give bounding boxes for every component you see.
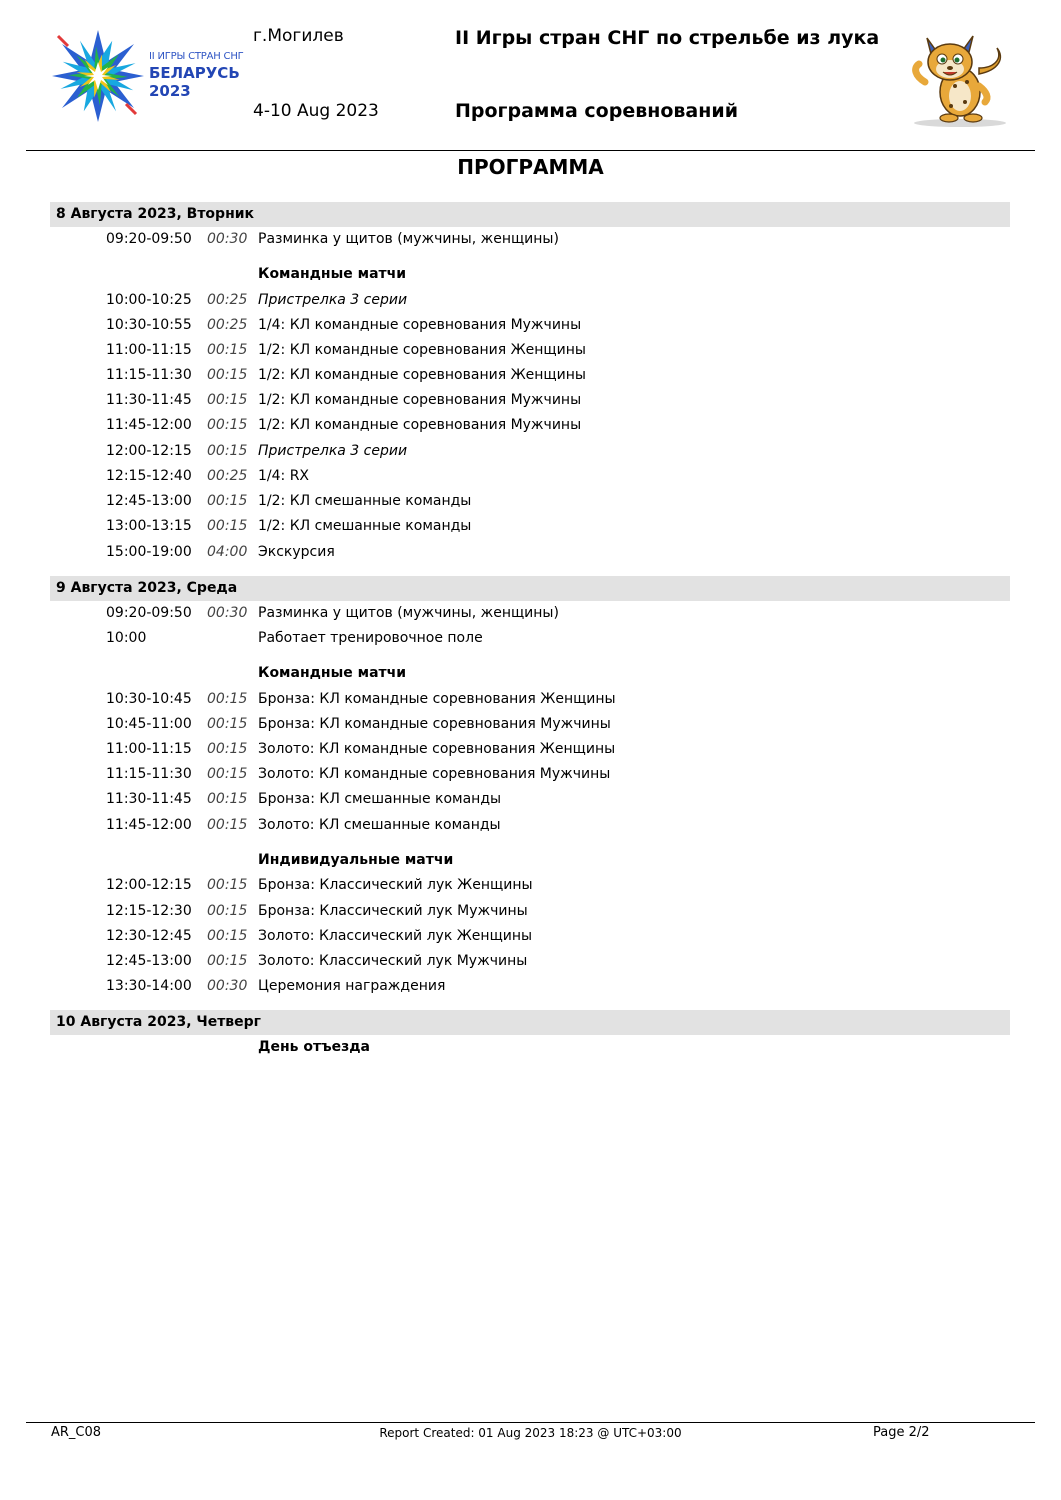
row-duration: 00:25 [207, 317, 248, 333]
schedule-row [0, 762, 1061, 787]
schedule-row [0, 227, 1061, 252]
logo-country: БЕЛАРУСЬ [149, 64, 240, 82]
row-time: 09:20-09:50 [106, 231, 192, 247]
schedule-row [0, 363, 1061, 388]
row-duration: 00:30 [207, 978, 248, 994]
day-header: 10 Августа 2023, Четверг [50, 1010, 1010, 1035]
row-event: 1/4: RX [258, 468, 310, 484]
schedule-row [0, 540, 1061, 565]
row-time: 12:45-13:00 [106, 493, 192, 509]
row-event: Экскурсия [258, 544, 335, 560]
page-number: Page 2/2 [873, 1425, 930, 1440]
schedule-row [0, 439, 1061, 464]
section-subheading: День отъезда [258, 1039, 370, 1055]
event-city: г.Могилев [253, 26, 344, 46]
row-time: 11:00-11:15 [106, 741, 192, 757]
day-header: 8 Августа 2023, Вторник [50, 202, 1010, 227]
row-duration: 00:15 [207, 741, 248, 757]
schedule-row [0, 626, 1061, 651]
schedule-row [0, 489, 1061, 514]
row-event: Золото: КЛ смешанные команды [258, 817, 501, 833]
row-event: 1/2: КЛ командные соревнования Женщины [258, 342, 586, 358]
row-duration: 00:15 [207, 342, 248, 358]
schedule-row [0, 313, 1061, 338]
row-duration: 00:15 [207, 417, 248, 433]
schedule-row [0, 924, 1061, 949]
row-event: Золото: Классический лук Женщины [258, 928, 533, 944]
row-time: 12:45-13:00 [106, 953, 192, 969]
row-event: Золото: КЛ командные соревнования Мужчины [258, 766, 611, 782]
row-time: 13:30-14:00 [106, 978, 192, 994]
row-duration: 00:15 [207, 518, 248, 534]
row-time: 13:00-13:15 [106, 518, 192, 534]
row-duration: 00:25 [207, 468, 248, 484]
lynx-mascot-image [905, 22, 1015, 130]
row-time: 10:30-10:45 [106, 691, 192, 707]
schedule-row [0, 514, 1061, 539]
section-subheading: Командные матчи [258, 266, 407, 282]
row-event: Разминка у щитов (мужчины, женщины) [258, 605, 559, 621]
row-event: Церемония награждения [258, 978, 446, 994]
event-dates: 4-10 Aug 2023 [253, 101, 379, 121]
row-event: 1/2: КЛ смешанные команды [258, 493, 472, 509]
row-duration: 00:15 [207, 443, 248, 459]
row-event: Бронза: КЛ смешанные команды [258, 791, 502, 807]
row-time: 12:15-12:30 [106, 903, 192, 919]
row-event: Пристрелка 3 серии [258, 292, 408, 308]
row-duration: 00:15 [207, 928, 248, 944]
schedule-row [0, 873, 1061, 898]
schedule-row [0, 712, 1061, 737]
section-subheading: Индивидуальные матчи [258, 852, 454, 868]
row-time: 12:00-12:15 [106, 443, 192, 459]
row-event: 1/2: КЛ смешанные команды [258, 518, 472, 534]
row-time: 11:30-11:45 [106, 392, 192, 408]
schedule-row [0, 288, 1061, 313]
row-time: 10:45-11:00 [106, 716, 192, 732]
row-duration: 00:15 [207, 953, 248, 969]
row-event: 1/2: КЛ командные соревнования Мужчины [258, 417, 582, 433]
event-title: II Игры стран СНГ по стрельбе из лука [455, 27, 880, 49]
row-duration: 00:25 [207, 292, 248, 308]
schedule-row [0, 787, 1061, 812]
schedule-row [0, 338, 1061, 363]
row-duration: 00:15 [207, 791, 248, 807]
row-time: 11:15-11:30 [106, 367, 192, 383]
row-event: Разминка у щитов (мужчины, женщины) [258, 231, 559, 247]
row-time: 12:00-12:15 [106, 877, 192, 893]
footer-divider [26, 1422, 1035, 1423]
section-subheading: Командные матчи [258, 665, 407, 681]
row-time: 11:30-11:45 [106, 791, 192, 807]
row-event: 1/4: КЛ командные соревнования Мужчины [258, 317, 582, 333]
row-event: Бронза: КЛ командные соревнования Женщины [258, 691, 616, 707]
schedule-row [0, 388, 1061, 413]
row-duration: 00:30 [207, 605, 248, 621]
report-created: Report Created: 01 Aug 2023 18:23 @ UTC+03:00 [379, 1426, 682, 1440]
row-duration: 00:15 [207, 766, 248, 782]
event-subtitle: Программа соревнований [455, 100, 739, 122]
row-event: Золото: Классический лук Мужчины [258, 953, 528, 969]
row-time: 15:00-19:00 [106, 544, 192, 560]
row-duration: 00:15 [207, 367, 248, 383]
row-event: Работает тренировочное поле [258, 630, 483, 646]
row-duration: 00:15 [207, 716, 248, 732]
row-event: Бронза: КЛ командные соревнования Мужчины [258, 716, 611, 732]
header-divider [26, 150, 1035, 151]
schedule-row [0, 464, 1061, 489]
row-time: 12:15-12:40 [106, 468, 192, 484]
row-event: Бронза: Классический лук Женщины [258, 877, 533, 893]
row-duration: 00:15 [207, 392, 248, 408]
logo-caption: II ИГРЫ СТРАН СНГ [149, 51, 244, 62]
schedule-row [0, 813, 1061, 838]
row-event: 1/2: КЛ командные соревнования Мужчины [258, 392, 582, 408]
schedule-row [0, 949, 1061, 974]
schedule-row [0, 974, 1061, 999]
report-code: AR_C08 [51, 1425, 102, 1440]
row-duration: 00:15 [207, 903, 248, 919]
row-event: Пристрелка 3 серии [258, 443, 408, 459]
row-time: 12:30-12:45 [106, 928, 192, 944]
row-time: 10:30-10:55 [106, 317, 192, 333]
row-duration: 04:00 [207, 544, 248, 560]
row-time: 10:00 [106, 630, 147, 646]
row-time: 10:00-10:25 [106, 292, 192, 308]
day-header: 9 Августа 2023, Среда [50, 576, 1010, 601]
schedule-row [0, 413, 1061, 438]
row-time: 11:45-12:00 [106, 817, 192, 833]
row-duration: 00:15 [207, 817, 248, 833]
row-time: 11:45-12:00 [106, 417, 192, 433]
schedule-row [0, 601, 1061, 626]
row-duration: 00:15 [207, 493, 248, 509]
row-event: Золото: КЛ командные соревнования Женщины [258, 741, 616, 757]
row-duration: 00:15 [207, 691, 248, 707]
schedule-row [0, 899, 1061, 924]
row-time: 09:20-09:50 [106, 605, 192, 621]
row-duration: 00:15 [207, 877, 248, 893]
logo-year: 2023 [149, 82, 191, 100]
schedule-row [0, 737, 1061, 762]
row-event: Бронза: Классический лук Мужчины [258, 903, 528, 919]
row-duration: 00:30 [207, 231, 248, 247]
schedule-row [0, 687, 1061, 712]
page-title: ПРОГРАММА [457, 155, 604, 179]
row-time: 11:15-11:30 [106, 766, 192, 782]
row-event: 1/2: КЛ командные соревнования Женщины [258, 367, 586, 383]
row-time: 11:00-11:15 [106, 342, 192, 358]
